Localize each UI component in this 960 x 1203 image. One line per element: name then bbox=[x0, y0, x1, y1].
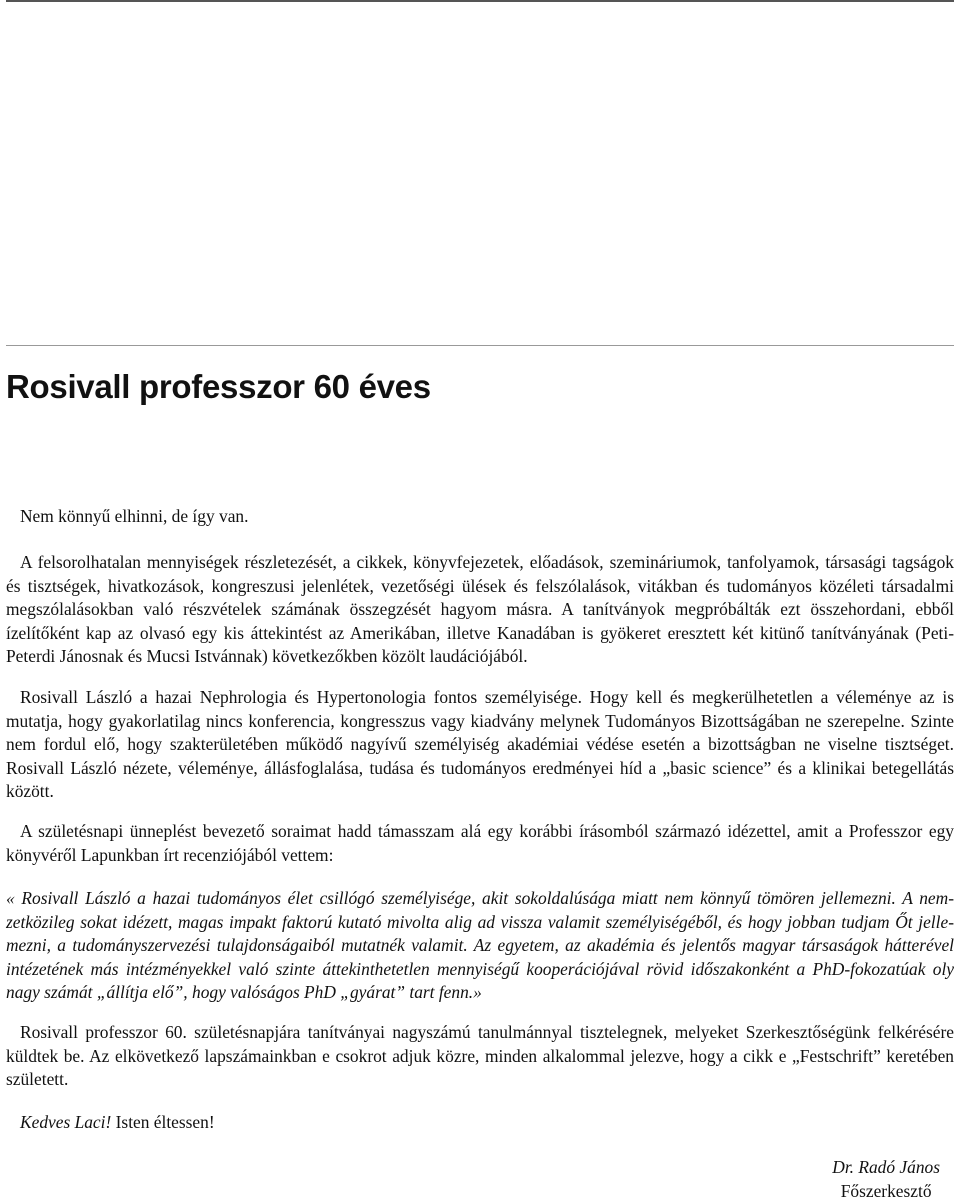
paragraph-festschrift: Rosivall professzor 60. születésnapjára tanítványai nagyszámú tanulmánnyal tisztelegnek, melyeket Szerkesztőségünk felkérésére küldtek be. Az elkövetkező lapszámainkban e csokrot adjuk közre, minden alkalommal jelezve, hogy a cikk e „Festschrift” keretében született. bbox=[6, 1022, 954, 1090]
intro-paragraph: Nem könnyű elhinni, de így van. bbox=[20, 506, 249, 526]
closing-wish: Isten éltessen! bbox=[111, 1112, 215, 1132]
quote-paragraph: « Rosivall László a hazai tudományos élet csillógó személyisége, akit sokoldalúsága miatt nem könnyű tömören jellemezni. A nemzetközileg sokat idézett, magas impakt faktorú kutató mivolta alig ad vissza valamit személyiségéből, és hogy jobban tudjam Őt jellemezni, a tudományszervezési tulajdonságaiból mutatnék valamit. Az egyetem, az akadémia és jelentős magyar társaságok hátterével intézetének más intézményekkel való szinte áttekinthetetlen mennyiségű kooperációjával rövid időszakonként a PhD-fokozatúak oly nagy számát „állítja elő”, hogy valóságos PhD „gyárat” tart fenn.» bbox=[6, 888, 954, 1003]
signature-role: Főszerkesztő bbox=[840, 1180, 932, 1201]
top-rule bbox=[6, 0, 954, 2]
paragraph-introduction: A születésnapi ünneplést bevezető soraimat hadd támasszam alá egy korábbi írásomból származó idézettel, amit a Professzor egy könyvéről Lapunkban írt recenziójából vettem: bbox=[6, 821, 954, 865]
paragraph-publications: A felsorolhatalan mennyiségek részletezését, a cikkek, könyvfejezetek, előadások, szemináriumok, tanfolyamok, társasági tagságok és tisztségek, hivatkozások, kongreszusi jelenlétek, vezetőségi ülések és felszólalások, vitákban és tudományos közéleti társadalmi megszólalásokban való részvételek számának összegzését hagyom másra. A tanítványok megpróbálták ezt összehordani, ebből ízelítőként kap az olvasó egy kis áttekintést az Amerikában, illetve Kanadában is gyökeret eresztett két kitünő tanítványának (Peti-Peterdi Jánosnak és Mucsi Istvánnak) következőkben közölt laudációjából. bbox=[6, 552, 954, 667]
signature-name: Dr. Radó János bbox=[832, 1157, 940, 1177]
paragraph-personality: Rosivall László a hazai Nephrologia és Hypertonologia fontos személyisége. Hogy kell és megkerülhetetlen a véleménye az is mutatja, hogy gyakorlatilag nincs konferencia, kongresszus vagy kiadvány melynek Tudományos Bizottságában ne szerepelne. Szinte nem fordul elő, hogy szakterületében működő nagyívű személyiség akadémiai védése esetén a bizottságban ne viselne tisztséget. Rosivall László nézete, véleménye, állásfoglalása, tudása és tudományos eredményei híd a „basic science” és a klinikai betegellátás között. bbox=[6, 687, 954, 802]
closing-greeting: Kedves Laci! bbox=[20, 1112, 112, 1132]
page-title: Rosivall professzor 60 éves bbox=[6, 368, 431, 405]
title-rule bbox=[6, 345, 954, 346]
closing-line bbox=[6, 1111, 954, 1135]
